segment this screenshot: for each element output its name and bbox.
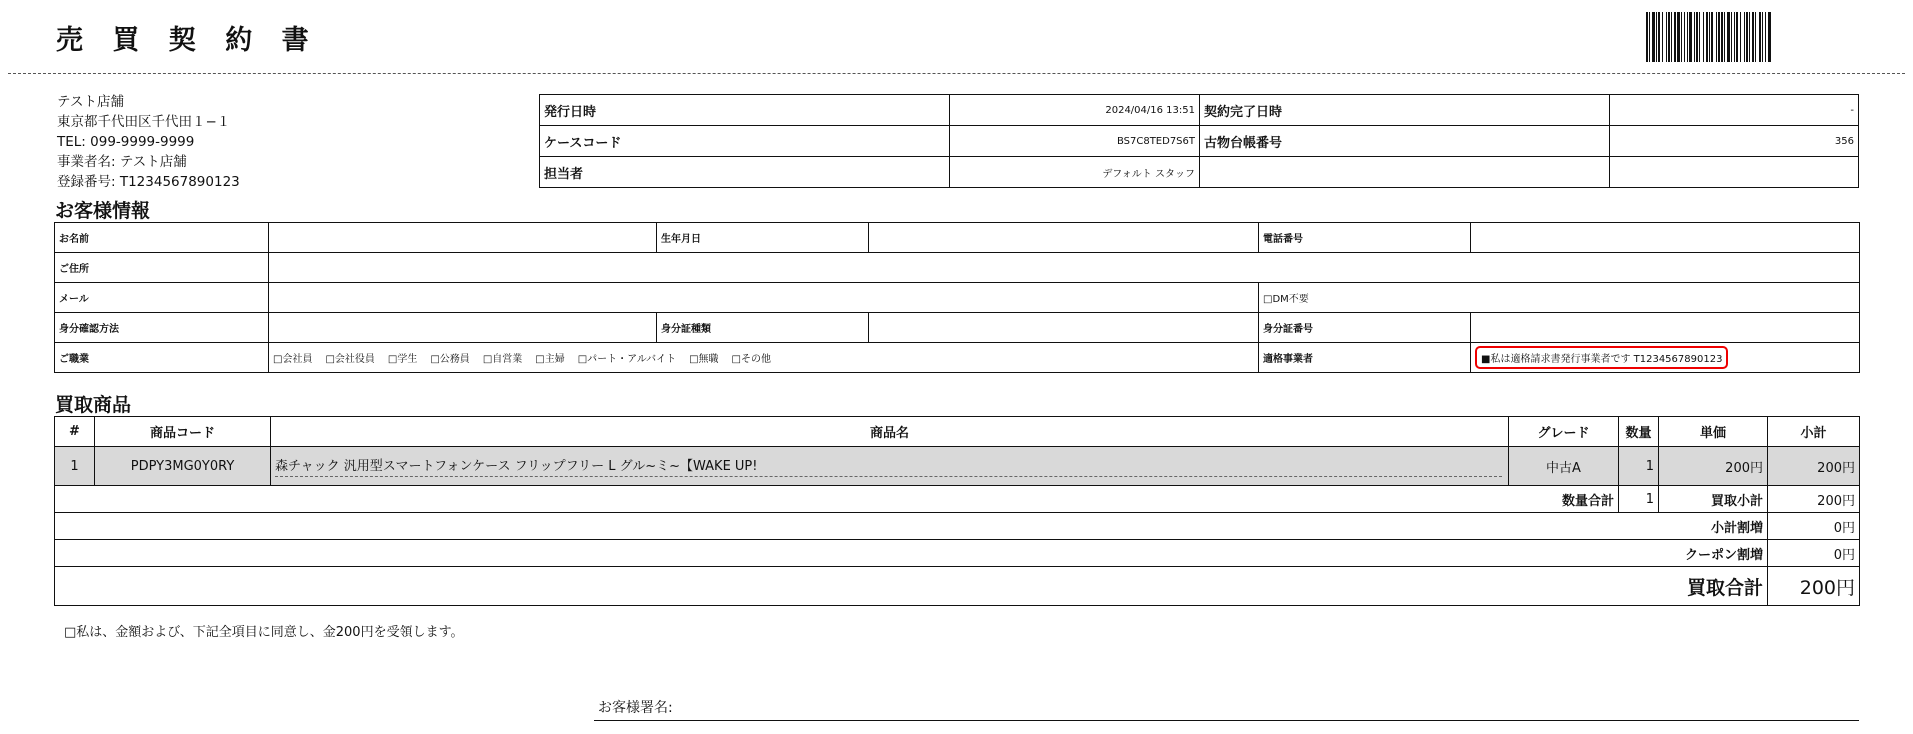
grand-total-value: 200円 [1768,567,1860,606]
buy-subtotal-value: 200円 [1768,486,1860,513]
table-row [55,447,1860,486]
summary-row [55,513,1860,540]
contract-meta-table [539,94,1859,188]
mail-field[interactable] [269,283,1259,313]
customer-row [55,343,1860,373]
occupation-option-homemaker[interactable]: □主婦 [535,354,565,365]
barcode-bar [1652,12,1655,62]
occupation-options [269,343,1259,373]
barcode-bar [1746,12,1748,62]
meta-row [540,126,1859,157]
id-method-label: 身分確認方法 [55,313,269,343]
phone-label: 電話番号 [1259,223,1471,253]
case-code-value: BS7C8TED7S6T [950,126,1200,157]
barcode-bar [1658,12,1660,62]
meta-row [540,157,1859,188]
barcode-bar [1656,12,1657,62]
document-title: 売 買 契 約 書 [56,25,319,56]
barcode-bar [1752,12,1754,62]
staff-value: デフォルト スタッフ [950,157,1200,188]
birth-field[interactable] [869,223,1259,253]
barcode-bar [1768,12,1771,62]
barcode-bar [1662,12,1663,62]
barcode-bar [1711,12,1713,62]
column-header-name: 商品名 [271,417,1509,447]
barcode-bar [1681,12,1682,62]
mail-label: メール [55,283,269,313]
barcode-bar [1649,12,1650,62]
barcode-bar [1727,12,1730,62]
id-type-label: 身分証種類 [657,313,869,343]
barcode-bar [1694,12,1695,62]
birth-label: 生年月日 [657,223,869,253]
dashed-separator [8,73,1905,74]
barcode-bar [1759,12,1761,62]
empty-cell [1610,157,1859,188]
coupon-bonus-value: 0円 [1768,540,1860,567]
item-code: PDPY3MG0Y0RY [95,447,271,486]
column-header-code: 商品コード [95,417,271,447]
occupation-option-executive[interactable]: □会社役員 [325,354,375,365]
products-table [54,416,1860,606]
barcode-bar [1724,12,1725,62]
customer-info-table [54,222,1860,373]
barcode-bar [1687,12,1688,62]
column-header-subtotal: 小計 [1768,417,1860,447]
shop-info [57,92,240,192]
ledger-number-label: 古物台帳番号 [1200,126,1610,157]
item-name-cell [271,447,1509,486]
barcode-bar [1709,12,1710,62]
barcode-bar [1668,12,1670,62]
occupation-option-civil-servant[interactable]: □公務員 [430,354,470,365]
subtotal-bonus-label: 小計割増 [55,513,1768,540]
column-header-qty: 数量 [1619,417,1659,447]
name-field[interactable] [269,223,657,253]
shop-address: 東京都千代田区千代田１−１ [57,114,231,130]
column-header-no: # [55,417,95,447]
meta-row [540,95,1859,126]
column-header-grade: グレード [1509,417,1619,447]
barcode-bar [1744,12,1745,62]
column-header-unit-price: 単価 [1659,417,1768,447]
signature-line[interactable] [594,720,1859,721]
agreement-checkbox[interactable]: □私は、金額および、下記全項目に同意し、金200円を受領します。 [64,625,464,640]
grand-total-row [55,567,1860,606]
barcode-bar [1762,12,1763,62]
ledger-number-value: 356 [1610,126,1859,157]
products-header-row [55,417,1860,447]
qualified-business-label: 適格事業者 [1259,343,1471,373]
qty-total-label: 数量合計 [55,486,1619,513]
customer-row [55,253,1860,283]
complete-date-label: 契約完了日時 [1200,95,1610,126]
phone-field[interactable] [1471,223,1860,253]
subtotal-bonus-value: 0円 [1768,513,1860,540]
occupation-label: ご職業 [55,343,269,373]
buy-subtotal-label: 買取小計 [1659,486,1768,513]
barcode-bar [1671,12,1672,62]
barcode-bar [1666,12,1667,62]
customer-row [55,283,1860,313]
qty-total-value: 1 [1619,486,1659,513]
barcode-bar [1736,12,1738,62]
barcode-bar [1689,12,1692,62]
barcode-bar [1721,12,1723,62]
barcode-bar [1703,12,1704,62]
item-subtotal: 200円 [1768,447,1860,486]
item-grade: 中古A [1509,447,1619,486]
barcode-bar [1684,12,1685,62]
occupation-option-unemployed[interactable]: □無職 [689,354,719,365]
shop-registration-number: 登録番号: T1234567890123 [57,174,240,190]
barcode-bar [1677,12,1680,62]
barcode [1646,12,1858,62]
customer-row [55,313,1860,343]
products-section-title: 買取商品 [55,394,132,416]
barcode-bar [1646,12,1648,62]
address-label: ご住所 [55,253,269,283]
occupation-option-other[interactable]: □その他 [731,354,771,365]
item-qty: 1 [1619,447,1659,486]
staff-label: 担当者 [540,157,950,188]
case-code-label: ケースコード [540,126,950,157]
signature-label: お客様署名: [598,700,673,716]
item-no: 1 [55,447,95,486]
dm-opt-out-checkbox[interactable]: □DM不要 [1259,283,1860,313]
barcode-bar [1765,12,1766,62]
summary-row [55,540,1860,567]
id-type-field[interactable] [869,313,1259,343]
item-unit-price: 200円 [1659,447,1768,486]
barcode-bar [1740,12,1741,62]
issue-date-label: 発行日時 [540,95,950,126]
occupation-option-part-time[interactable]: □パート・アルバイト [577,354,677,365]
summary-row [55,486,1860,513]
address-field[interactable] [269,253,1860,283]
occupation-option-student[interactable]: □学生 [387,354,418,365]
coupon-bonus-label: クーポン割増 [55,540,1768,567]
qualified-invoice-statement[interactable]: ■私は適格請求書発行事業者です T1234567890123 [1475,346,1728,369]
id-number-label: 身分証番号 [1259,313,1471,343]
barcode-bar [1734,12,1735,62]
qualified-business-cell [1471,343,1860,373]
barcode-bar [1731,12,1732,62]
barcode-bar [1699,12,1700,62]
barcode-bar [1696,12,1698,62]
barcode-bar [1718,12,1720,62]
issue-date-value: 2024/04/16 13:51 [950,95,1200,126]
barcode-bar [1716,12,1717,62]
shop-tel: TEL: 099-9999-9999 [57,134,195,150]
barcode-bar [1755,12,1756,62]
barcode-bar [1749,12,1750,62]
occupation-option-company-employee[interactable]: □会社員 [273,354,313,365]
id-number-field[interactable] [1471,313,1860,343]
customer-row [55,223,1860,253]
item-name: 森チャック 汎用型スマートフォンケース フリップフリー L グル~ミ~【WAKE UP! [275,455,1502,477]
id-method-field[interactable] [269,313,657,343]
complete-date-value: - [1610,95,1859,126]
grand-total-label: 買取合計 [55,567,1768,606]
customer-section-title: お客様情報 [55,200,151,222]
shop-business-name: 事業者名: テスト店舗 [57,154,187,170]
occupation-option-self-employed[interactable]: □自営業 [482,354,523,365]
barcode-bar [1674,12,1676,62]
name-label: お名前 [55,223,269,253]
empty-cell [1200,157,1610,188]
barcode-bar [1706,12,1708,62]
shop-name: テスト店舗 [57,94,124,110]
